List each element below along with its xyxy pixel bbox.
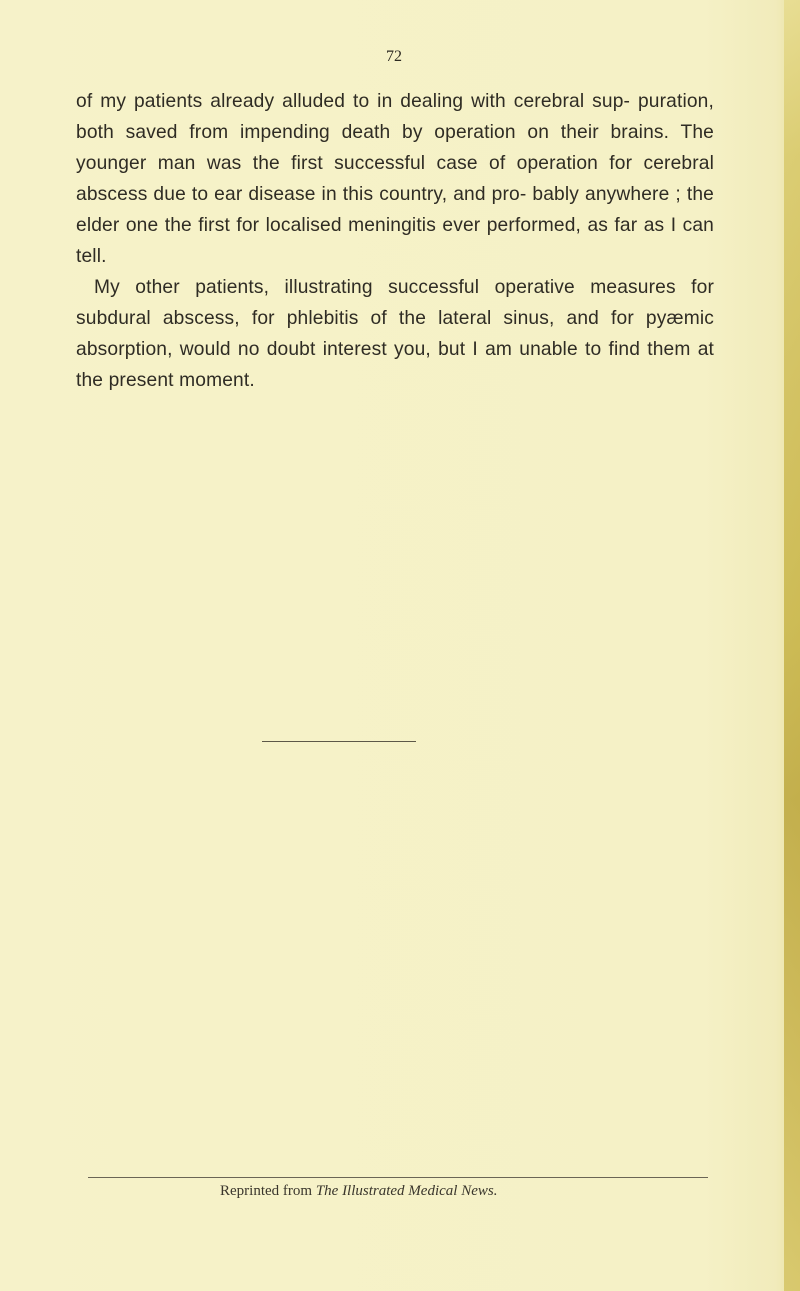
- body-text: [76, 86, 714, 396]
- paragraph-2: My other patients, illustrating successful operative measures for subdural abscess, for phlebitis of the lateral sinus, and for pyæmic absorption, would no doubt interest you, but I am unable to find them at the present moment.: [76, 277, 714, 391]
- page-edge-stain: [784, 0, 800, 1291]
- reprint-note: [220, 1183, 640, 1200]
- footer-divider: [88, 1177, 708, 1178]
- paragraph-1: of my patients already alluded to in dealing with cerebral sup- puration, both saved from impending death by operation on their brains. The younger man was the first successful case of operation for cerebral abscess due to ear disease in this country, and pro- bably anywhere ; the elder one the first for localised meningitis ever performed, as far as I can tell.: [76, 91, 714, 267]
- section-divider-short: [262, 741, 416, 742]
- page-number: 72: [386, 48, 402, 65]
- journal-title: The Illustrated Medical News.: [315, 1183, 498, 1199]
- reprint-prefix: Reprinted from: [220, 1183, 313, 1199]
